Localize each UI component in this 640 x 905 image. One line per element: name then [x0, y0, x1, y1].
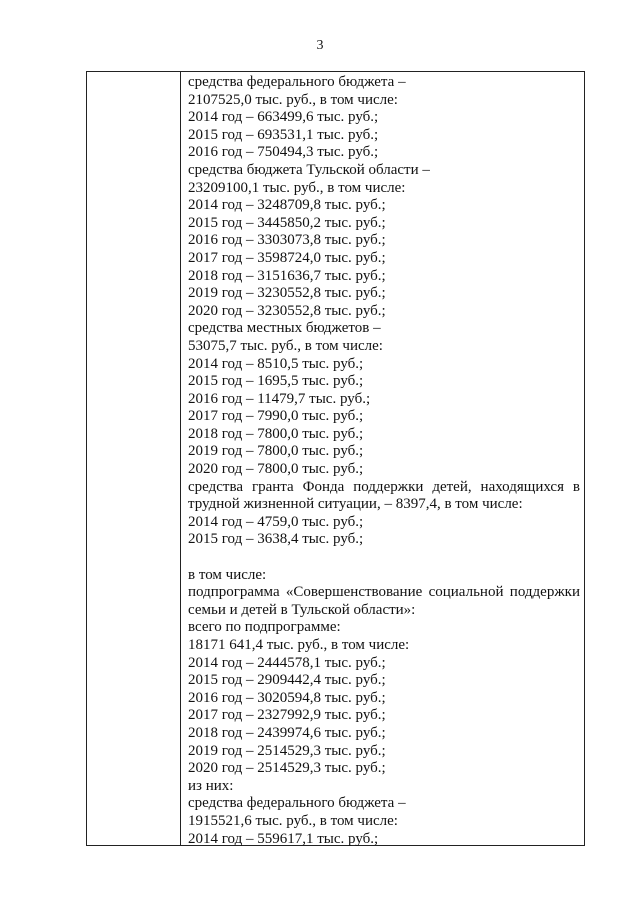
page-number: 3	[316, 38, 324, 53]
text-line: трудной жизненной ситуации, – 8397,4, в том числе:	[188, 496, 523, 513]
text-line: 2014 год – 559617,1 тыс. руб.;	[188, 830, 379, 847]
text-line: средства местных бюджетов –	[188, 320, 381, 337]
text-line: 2014 год – 663499,6 тыс. руб.;	[188, 109, 379, 126]
text-line: 2019 год – 3230552,8 тыс. руб.;	[188, 285, 386, 302]
text-line: 2019 год – 2514529,3 тыс. руб.;	[188, 742, 386, 759]
text-line: 2017 год – 2327992,9 тыс. руб.;	[188, 707, 386, 724]
text-line: 53075,7 тыс. руб., в том числе:	[188, 337, 383, 354]
text-line: подпрограмма «Совершенствование социальной поддержки	[188, 584, 580, 601]
text-line: средства федерального бюджета –	[188, 795, 406, 812]
text-line: 2014 год – 8510,5 тыс. руб.;	[188, 355, 364, 372]
text-line: 2016 год – 3303073,8 тыс. руб.;	[188, 232, 386, 249]
table-left-cell	[87, 72, 181, 845]
text-line: 2017 год – 3598724,0 тыс. руб.;	[188, 249, 386, 266]
text-line: 2020 год – 7800,0 тыс. руб.;	[188, 461, 364, 478]
text-line: средства гранта Фонда поддержки детей, находящихся в	[188, 478, 580, 495]
text-line: 2016 год – 750494,3 тыс. руб.;	[188, 144, 379, 161]
text-line: из них:	[188, 777, 234, 794]
text-line: 2107525,0 тыс. руб., в том числе:	[188, 91, 398, 108]
text-line: семьи и детей в Тульской области»:	[188, 601, 416, 618]
text-line: средства федерального бюджета –	[188, 74, 406, 90]
text-line: 2014 год – 3248709,8 тыс. руб.;	[188, 197, 386, 214]
text-line: 2015 год – 3638,4 тыс. руб.;	[188, 531, 364, 548]
text-line: в том числе:	[188, 566, 267, 583]
text-line: 2018 год – 7800,0 тыс. руб.;	[188, 425, 364, 442]
text-line: средства бюджета Тульской области –	[188, 161, 430, 178]
table-right-cell	[182, 72, 584, 848]
text-line: 2019 год – 7800,0 тыс. руб.;	[188, 443, 364, 460]
text-line: всего по подпрограмме:	[188, 619, 341, 636]
text-line: 23209100,1 тыс. руб., в том числе:	[188, 179, 406, 196]
text-line: 2020 год – 3230552,8 тыс. руб.;	[188, 302, 386, 319]
text-line: 2017 год – 7990,0 тыс. руб.;	[188, 408, 364, 425]
blank-line	[188, 549, 580, 567]
text-line: 2018 год – 3151636,7 тыс. руб.;	[188, 267, 386, 284]
text-line: 2020 год – 2514529,3 тыс. руб.;	[188, 760, 386, 777]
text-line: 2016 год – 11479,7 тыс. руб.;	[188, 390, 371, 407]
text-line: 2014 год – 4759,0 тыс. руб.;	[188, 513, 364, 530]
text-line: 2016 год – 3020594,8 тыс. руб.;	[188, 689, 386, 706]
text-line: 2015 год – 693531,1 тыс. руб.;	[188, 126, 379, 143]
text-line: 2015 год – 3445850,2 тыс. руб.;	[188, 214, 386, 231]
text-line: 1915521,6 тыс. руб., в том числе:	[188, 812, 398, 829]
text-line: 2015 год – 2909442,4 тыс. руб.;	[188, 672, 386, 689]
text-line: 2018 год – 2439974,6 тыс. руб.;	[188, 724, 386, 741]
text-line: 18171 641,4 тыс. руб., в том числе:	[188, 637, 410, 653]
document-table	[86, 71, 585, 846]
text-line: 2015 год – 1695,5 тыс. руб.;	[188, 373, 364, 390]
text-line: 2014 год – 2444578,1 тыс. руб.;	[188, 654, 386, 671]
